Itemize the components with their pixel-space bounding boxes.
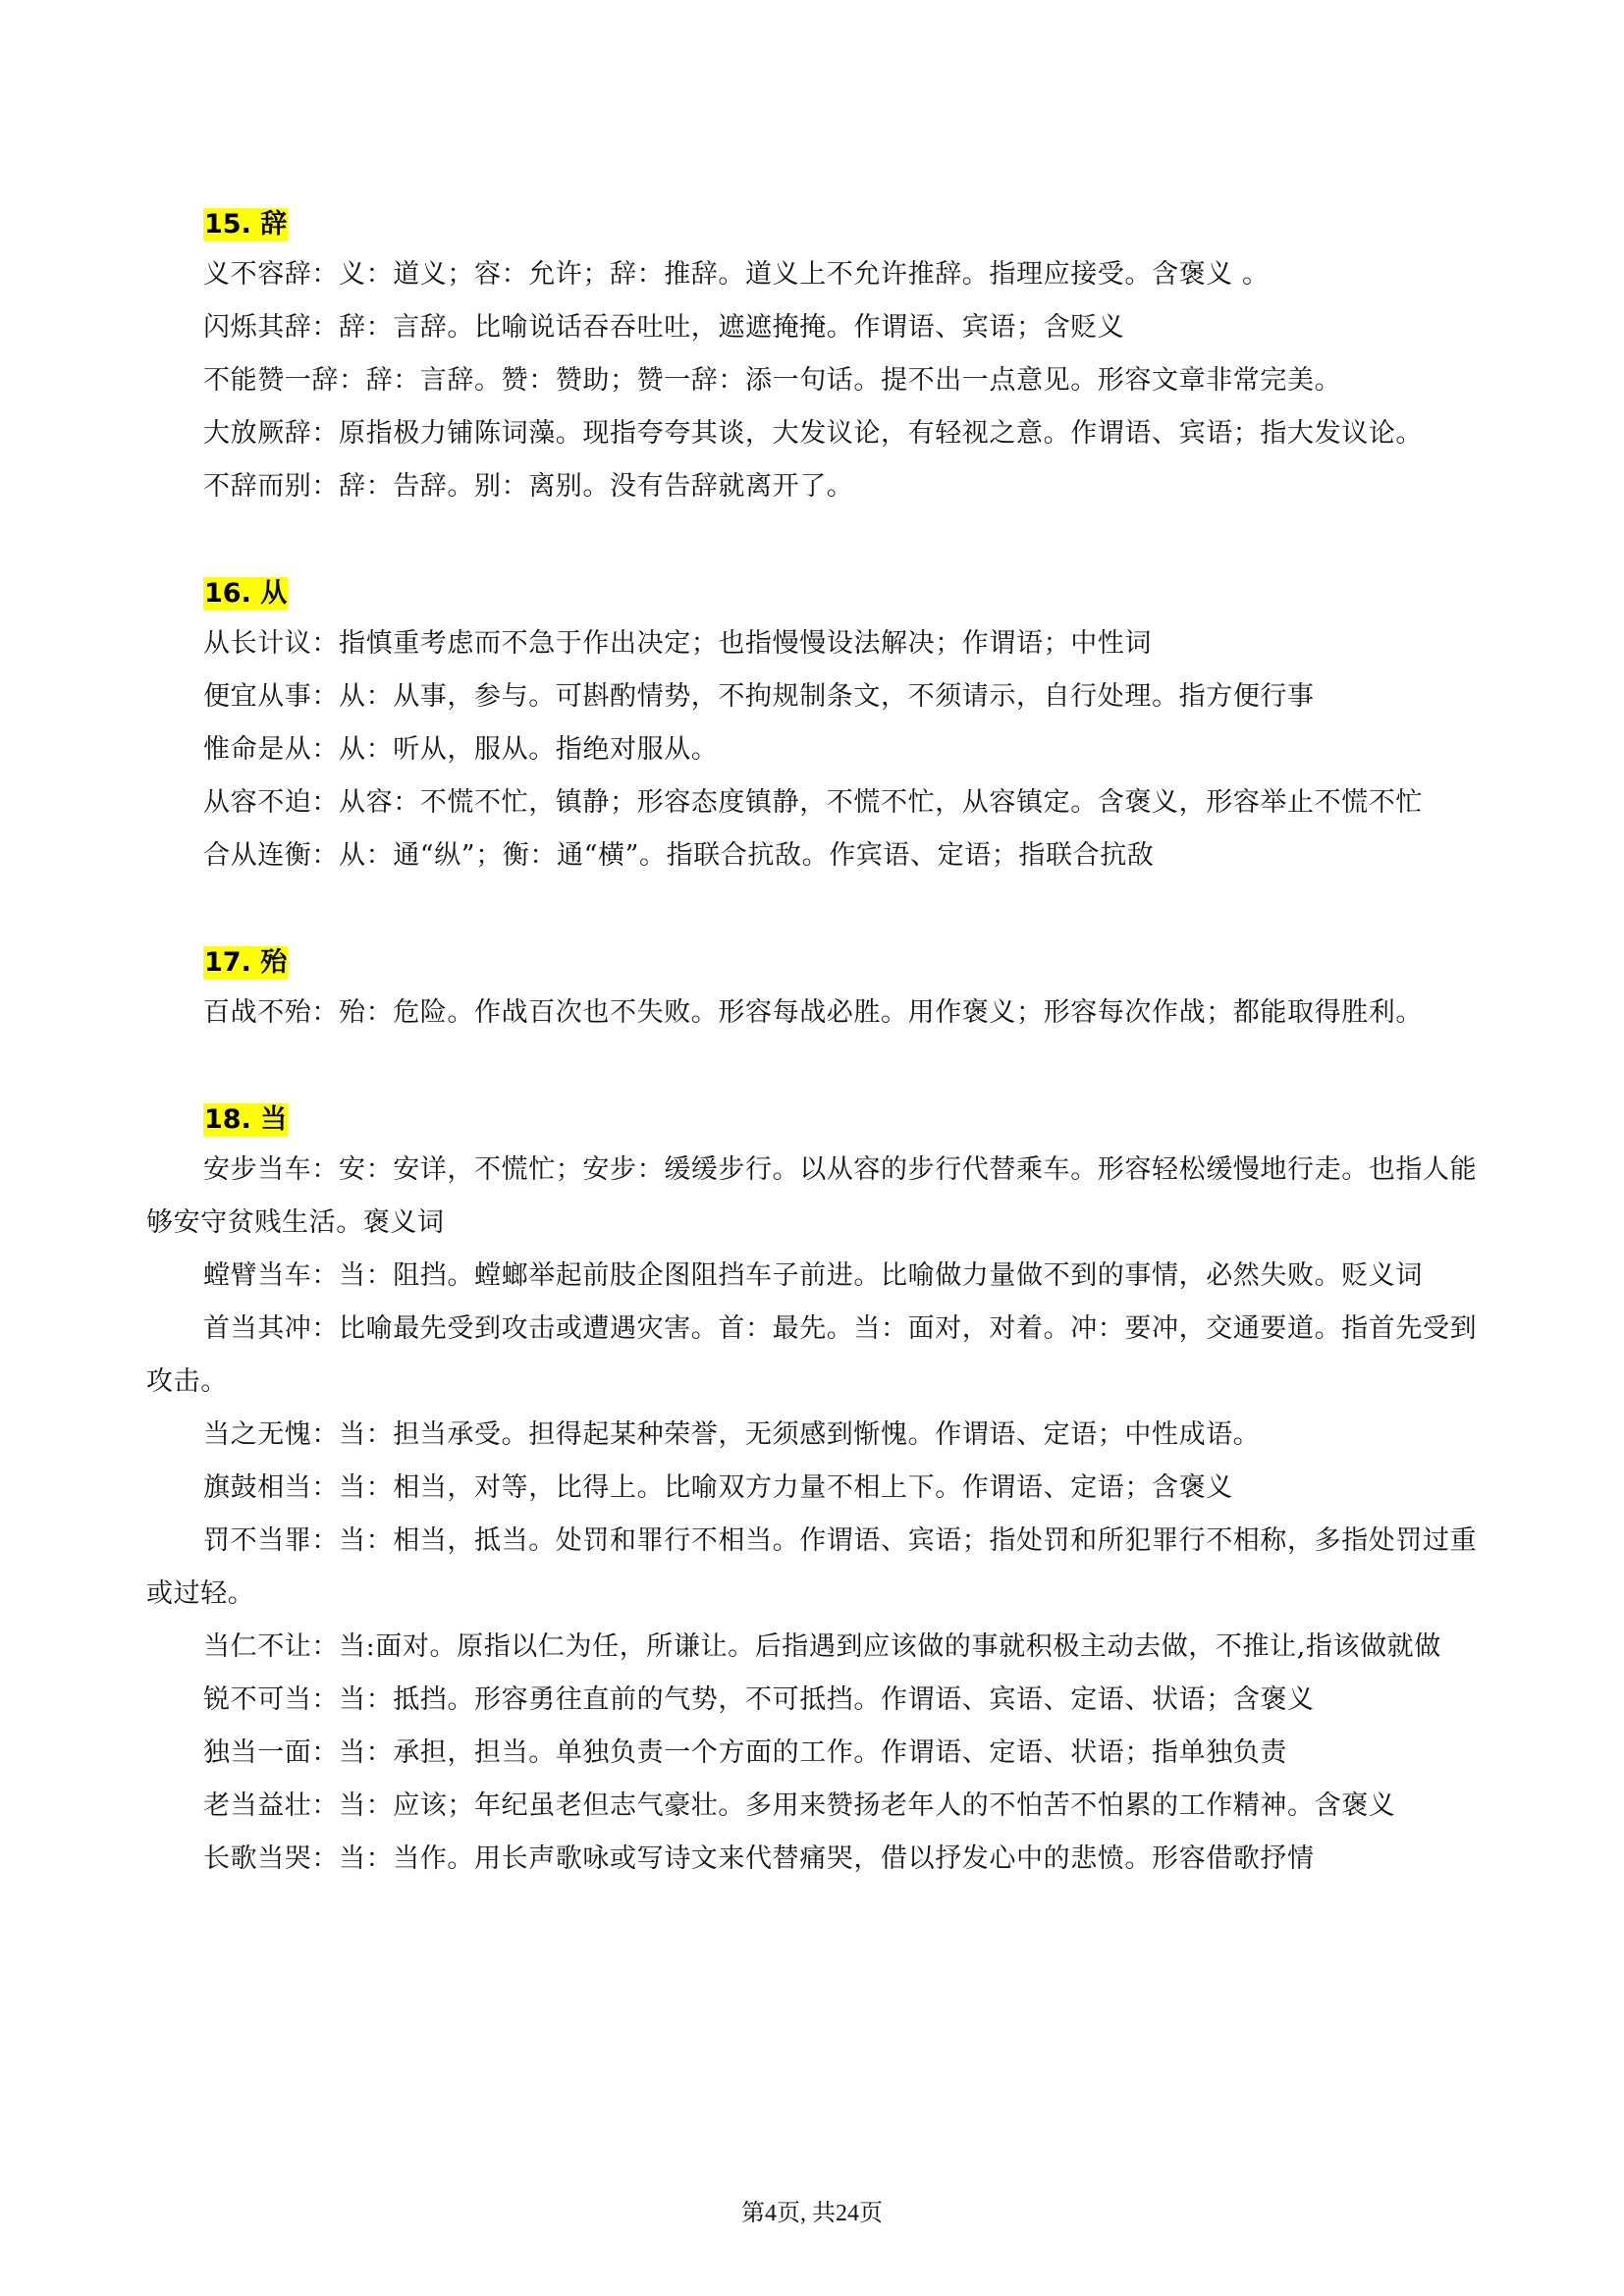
- idiom-entry: 罚不当罪：当：相当，抵当。处罚和罪行不相当。作谓语、宾语；指处罚和所犯罪行不相称，多指处罚过重或过轻。: [146, 1525, 1478, 1609]
- idiom-entry: 大放厥辞：原指极力铺陈词藻。现指夸夸其谈，大发议论，有轻视之意。作谓语、宾语；指大发议论。: [203, 418, 1423, 449]
- idiom-entry: 锐不可当：当：抵挡。形容勇往直前的气势，不可抵挡。作谓语、宾语、定语、状语；含褒义: [203, 1684, 1315, 1715]
- idiom-entry: 安步当车：安：安详，不慌忙；安步：缓缓步行。以从容的步行代替乘车。形容轻松缓慢地行走。也指人能够安守贫贱生活。褒义词: [146, 1154, 1478, 1238]
- section-heading: [203, 939, 1497, 987]
- idiom-entry: 当之无愧：当：担当承受。担得起某种荣誉，无须感到惭愧。作谓语、定语；中性成语。: [203, 1419, 1261, 1450]
- section-15: [146, 201, 1497, 513]
- idiom-entry: 独当一面：当：承担，担当。单独负责一个方面的工作。作谓语、定语、状语；指单独负责: [203, 1737, 1287, 1768]
- section-heading-text: 18. 当: [204, 1104, 288, 1135]
- section-17: [146, 939, 1497, 1040]
- section-18: [146, 1096, 1497, 1886]
- idiom-entry: 惟命是从：从：听从，服从。指绝对服从。: [203, 734, 719, 765]
- idiom-entry: 合从连衡：从：通“纵”；衡：通“横”。指联合抗敌。作宾语、定语；指联合抗敌: [203, 840, 1155, 871]
- section-heading-text: 15. 辞: [204, 209, 288, 240]
- idiom-entry: 老当益壮：当：应该；年纪虽老但志气豪壮。多用来赞扬老年人的不怕苦不怕累的工作精神。含褒义: [203, 1790, 1396, 1821]
- section-heading-text: 17. 殆: [204, 947, 288, 978]
- idiom-entry: 从长计议：指慎重考虑而不急于作出决定；也指慢慢设法解决；作谓语；中性词: [203, 628, 1152, 659]
- section-heading: [203, 570, 1497, 617]
- page-number: 第4页, 共24页: [741, 2201, 883, 2226]
- section-16: [146, 570, 1497, 882]
- idiom-entry: 首当其冲：比喻最先受到攻击或遭遇灾害。首：最先。当：面对，对着。冲：要冲，交通要道。指首先受到攻击。: [146, 1313, 1478, 1397]
- section-heading-text: 16. 从: [204, 578, 288, 609]
- idiom-entry: 从容不迫：从容：不慌不忙，镇静；形容态度镇静，不慌不忙，从容镇定。含褒义，形容举止不慌不忙: [203, 787, 1423, 818]
- idiom-entry: 义不容辞：义：道义；容：允许；辞：推辞。道义上不允许推辞。指理应接受。含褒义 。: [203, 259, 1270, 290]
- idiom-entry: 百战不殆：殆：危险。作战百次也不失败。形容每战必胜。用作褒义；形容每次作战；都能取得胜利。: [203, 997, 1423, 1028]
- section-heading: [203, 201, 1497, 248]
- idiom-entry: 旗鼓相当：当：相当，对等，比得上。比喻双方力量不相上下。作谓语、定语；含褒义: [203, 1472, 1233, 1503]
- document-body: [146, 201, 1497, 1943]
- idiom-entry: 便宜从事：从：从事，参与。可斟酌情势，不拘规制条文，不须请示，自行处理。指方便行事: [203, 681, 1315, 712]
- idiom-entry: 闪烁其辞：辞：言辞。比喻说话吞吞吐吐，遮遮掩掩。作谓语、宾语；含贬义: [203, 312, 1125, 343]
- section-heading: [203, 1096, 1497, 1144]
- idiom-entry: 螳臂当车：当：阻挡。螳螂举起前肢企图阻挡车子前进。比喻做力量做不到的事情，必然失败。贬义词: [203, 1260, 1423, 1291]
- idiom-entry: 不辞而别：辞：告辞。别：离别。没有告辞就离开了。: [203, 471, 854, 502]
- idiom-entry: 不能赞一辞：辞：言辞。赞：赞助；赞一辞：添一句话。提不出一点意见。形容文章非常完美。: [203, 365, 1342, 396]
- idiom-entry: 长歌当哭：当：当作。用长声歌咏或写诗文来代替痛哭，借以抒发心中的悲愤。形容借歌抒情: [203, 1843, 1315, 1874]
- idiom-entry: 当仁不让：当:面对。原指以仁为任，所谦让。后指遇到应该做的事就积极主动去做，不推让,指该做就做: [203, 1631, 1441, 1662]
